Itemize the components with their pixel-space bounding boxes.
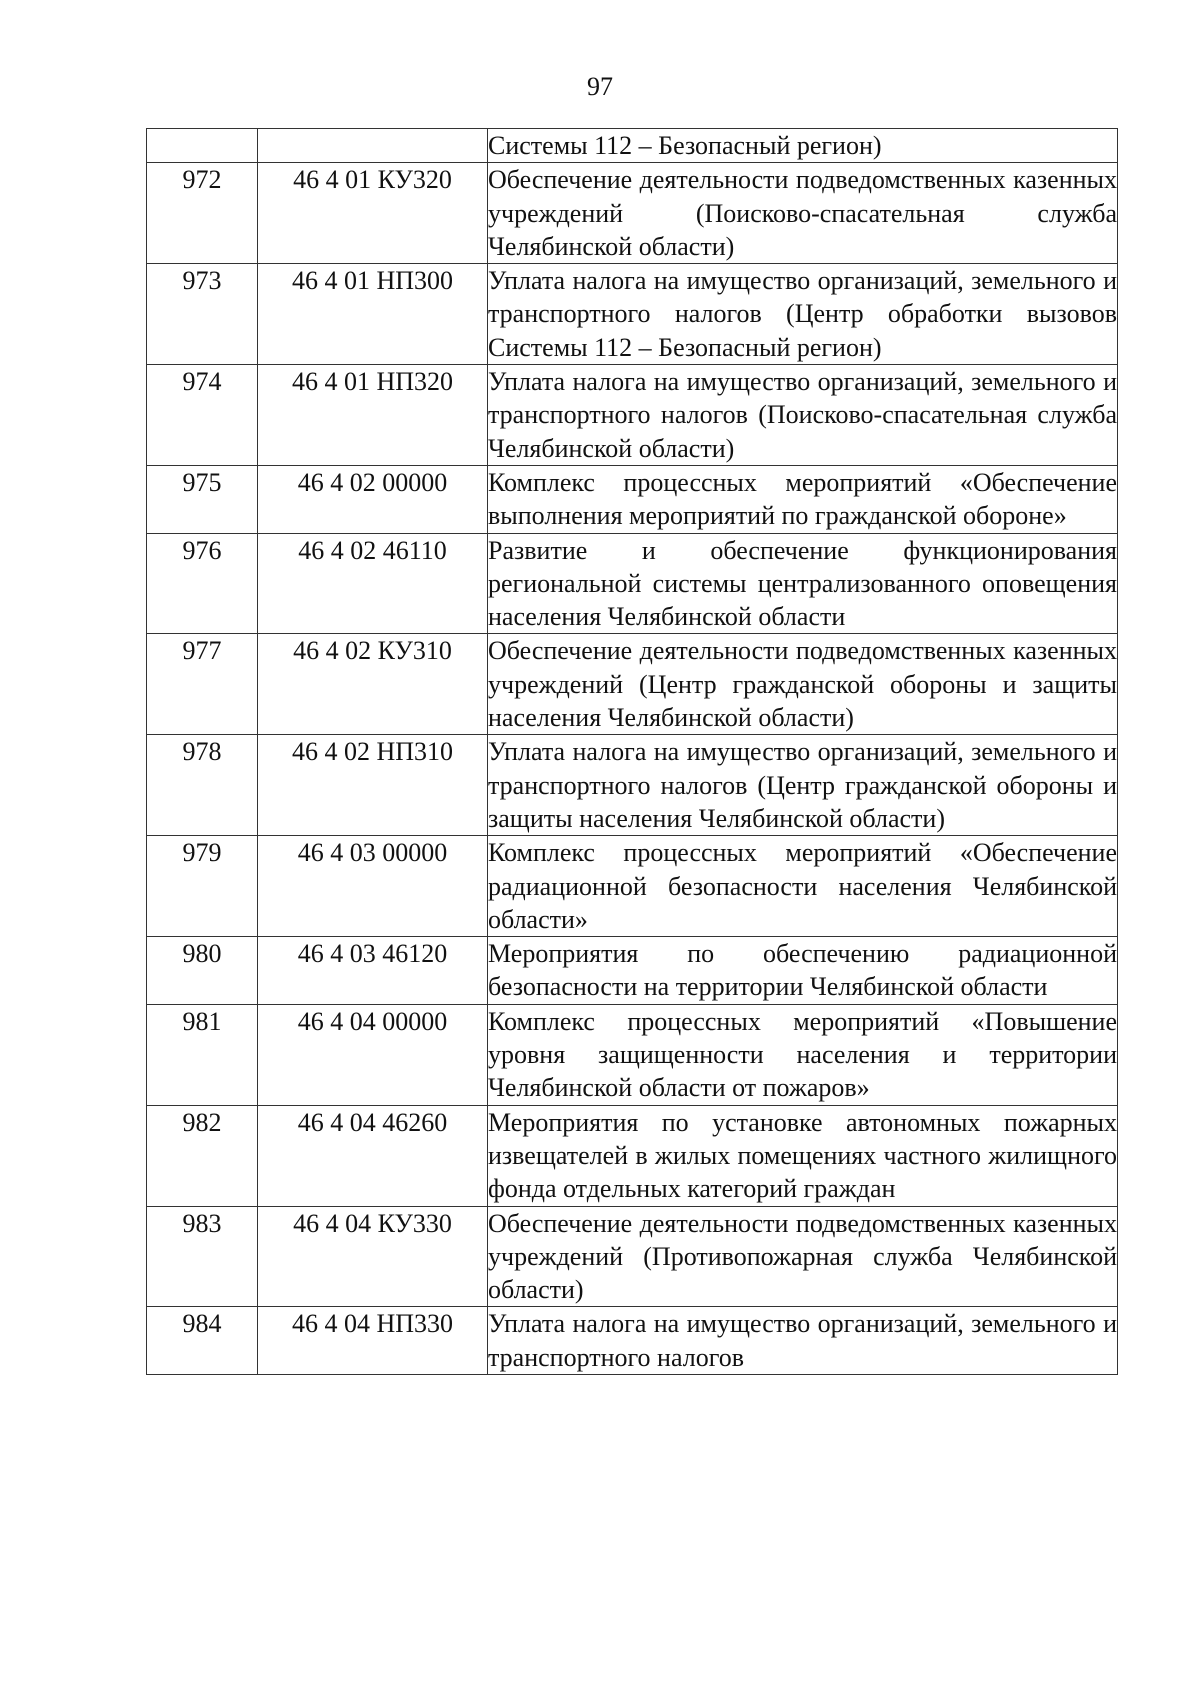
row-number: 977 bbox=[147, 634, 258, 735]
budget-code-table bbox=[146, 128, 1118, 1375]
table-row bbox=[147, 1307, 1118, 1375]
table-row bbox=[147, 163, 1118, 264]
row-number: 972 bbox=[147, 163, 258, 264]
row-number: 978 bbox=[147, 735, 258, 836]
row-code: 46 4 04 00000 bbox=[258, 1004, 488, 1105]
row-code: 46 4 02 КУ310 bbox=[258, 634, 488, 735]
row-number: 973 bbox=[147, 264, 258, 365]
row-description: Обеспечение деятельности подведомственных казенных учреждений (Центр гражданской обороны и защиты населения Челябинской области) bbox=[488, 634, 1118, 735]
row-number: 975 bbox=[147, 465, 258, 533]
row-description: Уплата налога на имущество организаций, земельного и транспортного налогов (Поисково-спасательная служба Челябинской области) bbox=[488, 365, 1118, 466]
row-code: 46 4 01 НП300 bbox=[258, 264, 488, 365]
row-code: 46 4 04 46260 bbox=[258, 1105, 488, 1206]
table-row bbox=[147, 836, 1118, 937]
table-row bbox=[147, 634, 1118, 735]
table-row bbox=[147, 937, 1118, 1005]
row-number: 984 bbox=[147, 1307, 258, 1375]
table-row bbox=[147, 735, 1118, 836]
row-description: Уплата налога на имущество организаций, земельного и транспортного налогов (Центр обработки вызовов Системы 112 – Безопасный регион) bbox=[488, 264, 1118, 365]
row-number: 974 bbox=[147, 365, 258, 466]
row-description: Мероприятия по обеспечению радиационной безопасности на территории Челябинской области bbox=[488, 937, 1118, 1005]
row-description: Обеспечение деятельности подведомственных казенных учреждений (Поисково-спасательная служба Челябинской области) bbox=[488, 163, 1118, 264]
row-description: Системы 112 – Безопасный регион) bbox=[488, 129, 1118, 163]
row-code bbox=[258, 129, 488, 163]
row-code: 46 4 01 КУ320 bbox=[258, 163, 488, 264]
row-code: 46 4 02 46110 bbox=[258, 533, 488, 634]
row-code: 46 4 02 00000 bbox=[258, 465, 488, 533]
table-row bbox=[147, 1004, 1118, 1105]
table-row bbox=[147, 533, 1118, 634]
row-number: 981 bbox=[147, 1004, 258, 1105]
table-row bbox=[147, 365, 1118, 466]
table-row bbox=[147, 465, 1118, 533]
row-code: 46 4 01 НП320 bbox=[258, 365, 488, 466]
row-description: Развитие и обеспечение функционирования региональной системы централизованного оповещения населения Челябинской области bbox=[488, 533, 1118, 634]
row-number bbox=[147, 129, 258, 163]
row-number: 982 bbox=[147, 1105, 258, 1206]
row-number: 976 bbox=[147, 533, 258, 634]
row-code: 46 4 03 00000 bbox=[258, 836, 488, 937]
table-row bbox=[147, 129, 1118, 163]
table-body bbox=[147, 129, 1118, 1375]
row-number: 979 bbox=[147, 836, 258, 937]
row-description: Комплекс процессных мероприятий «Повышение уровня защищенности населения и территории Челябинской области от пожаров» bbox=[488, 1004, 1118, 1105]
table-row bbox=[147, 1105, 1118, 1206]
row-description: Мероприятия по установке автономных пожарных извещателей в жилых помещениях частного жилищного фонда отдельных категорий граждан bbox=[488, 1105, 1118, 1206]
row-code: 46 4 02 НП310 bbox=[258, 735, 488, 836]
row-code: 46 4 04 НП330 bbox=[258, 1307, 488, 1375]
row-description: Уплата налога на имущество организаций, земельного и транспортного налогов bbox=[488, 1307, 1118, 1375]
page-number: 97 bbox=[587, 72, 613, 101]
row-number: 980 bbox=[147, 937, 258, 1005]
table-row bbox=[147, 264, 1118, 365]
row-code: 46 4 04 КУ330 bbox=[258, 1206, 488, 1307]
row-description: Комплекс процессных мероприятий «Обеспечение выполнения мероприятий по гражданской обороне» bbox=[488, 465, 1118, 533]
row-description: Уплата налога на имущество организаций, земельного и транспортного налогов (Центр гражданской обороны и защиты населения Челябинской области) bbox=[488, 735, 1118, 836]
table-row bbox=[147, 1206, 1118, 1307]
row-code: 46 4 03 46120 bbox=[258, 937, 488, 1005]
row-number: 983 bbox=[147, 1206, 258, 1307]
row-description: Обеспечение деятельности подведомственных казенных учреждений (Противопожарная служба Челябинской области) bbox=[488, 1206, 1118, 1307]
row-description: Комплекс процессных мероприятий «Обеспечение радиационной безопасности населения Челябинской области» bbox=[488, 836, 1118, 937]
